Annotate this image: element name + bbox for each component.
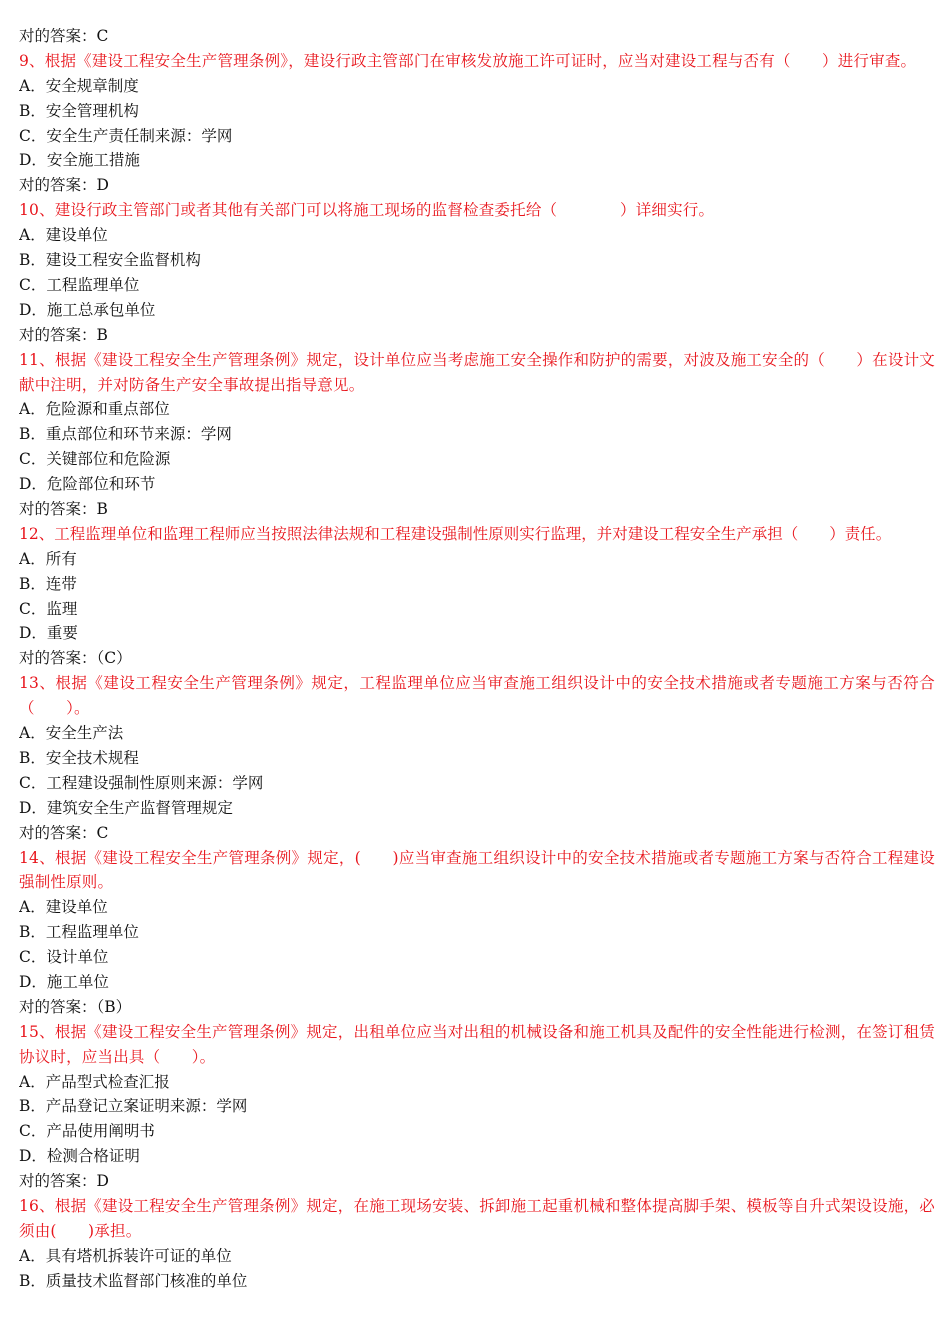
- question-9-option-a: A．安全规章制度: [19, 76, 139, 95]
- question-10-option-d: D．施工总承包单位: [19, 300, 156, 319]
- question-13-option-d: D．建筑安全生产监督管理规定: [19, 798, 233, 817]
- question-10-option-b: B．建设工程安全监督机构: [19, 251, 201, 270]
- question-10-option-c: C．工程监理单位: [19, 275, 140, 294]
- question-15-option-c: C．产品使用阐明书: [19, 1122, 155, 1141]
- question-11-option-a: A．危险源和重点部位: [19, 400, 170, 419]
- question-16-text: 16、根据《建设工程安全生产管理条例》规定，在施工现场安装、拆卸施工起重机械和整体提高脚手架、模板等自升式架设设施，必须由( )承担。: [19, 1197, 935, 1240]
- question-10-text: 10、建设行政主管部门或者其他有关部门可以将施工现场的监督检查委托给（ ）详细实行。: [19, 201, 715, 220]
- question-11-text: 11、根据《建设工程安全生产管理条例》规定，设计单位应当考虑施工安全操作和防护的需要，对波及施工安全的（ ）在设计文献中注明，并对防备生产安全事故提出指导意见。: [19, 350, 935, 394]
- question-12-option-a: A．所有: [19, 549, 77, 568]
- question-12-answer: 对的答案：（C）: [19, 649, 132, 668]
- question-12-option-b: B．连带: [19, 574, 77, 593]
- question-15-option-d: D．检测合格证明: [19, 1147, 140, 1166]
- question-16-option-b: B．质量技术监督部门核准的单位: [19, 1271, 248, 1290]
- question-13-answer: 对的答案：C: [19, 823, 109, 842]
- question-9-option-c: C．安全生产责任制来源：学网: [19, 126, 233, 145]
- question-12-option-d: D．重要: [19, 624, 78, 643]
- question-14-option-a: A．建设单位: [19, 898, 108, 917]
- question-15-answer: 对的答案：D: [19, 1172, 109, 1191]
- question-14-answer: 对的答案：（B）: [19, 997, 132, 1016]
- question-11-answer: 对的答案：B: [19, 499, 108, 518]
- question-9-option-d: D．安全施工措施: [19, 151, 140, 170]
- question-14-option-c: C．设计单位: [19, 948, 109, 967]
- question-9-option-b: B．安全管理机构: [19, 101, 139, 120]
- question-12-option-c: C．监理: [19, 599, 78, 618]
- question-14-option-d: D．施工单位: [19, 972, 109, 991]
- question-10-answer: 对的答案：B: [19, 325, 108, 344]
- question-9-answer: 对的答案：D: [19, 176, 109, 195]
- question-13-option-b: B．安全技术规程: [19, 748, 139, 767]
- question-11-option-c: C．关键部位和危险源: [19, 450, 171, 469]
- question-14-text: 14、根据《建设工程安全生产管理条例》规定，( )应当审查施工组织设计中的安全技术措施或者专题施工方案与否符合工程建设强制性原则。: [19, 848, 935, 892]
- question-14-option-b: B．工程监理单位: [19, 923, 139, 942]
- question-11-option-b: B．重点部位和环节来源：学网: [19, 425, 232, 444]
- question-16-option-a: A．具有塔机拆装许可证的单位: [19, 1246, 232, 1265]
- question-13-option-a: A．安全生产法: [19, 724, 124, 743]
- question-10-option-a: A．建设单位: [19, 226, 108, 245]
- document-body: [19, 24, 935, 1294]
- question-15-text: 15、根据《建设工程安全生产管理条例》规定，出租单位应当对出租的机械设备和施工机具及配件的安全性能进行检测，在签订租赁协议时，应当出具（ ）。: [19, 1022, 935, 1066]
- question-15-option-b: B．产品登记立案证明来源：学网: [19, 1097, 248, 1116]
- question-13-text: 13、根据《建设工程安全生产管理条例》规定，工程监理单位应当审查施工组织设计中的安全技术措施或者专题施工方案与否符合（ ）。: [19, 674, 935, 718]
- previous-answer: 对的答案：C: [19, 27, 109, 45]
- question-12-text: 12、工程监理单位和监理工程师应当按照法律法规和工程建设强制性原则实行监理，并对建设工程安全生产承担（ ）责任。: [19, 524, 892, 543]
- question-9-text: 9、根据《建设工程安全生产管理条例》，建设行政主管部门在审核发放施工许可证时，应当对建设工程与否有（ ）进行审查。: [19, 51, 917, 70]
- question-13-option-c: C．工程建设强制性原则来源：学网: [19, 773, 264, 792]
- question-11-option-d: D．危险部位和环节: [19, 475, 156, 494]
- question-15-option-a: A．产品型式检查汇报: [19, 1072, 170, 1091]
